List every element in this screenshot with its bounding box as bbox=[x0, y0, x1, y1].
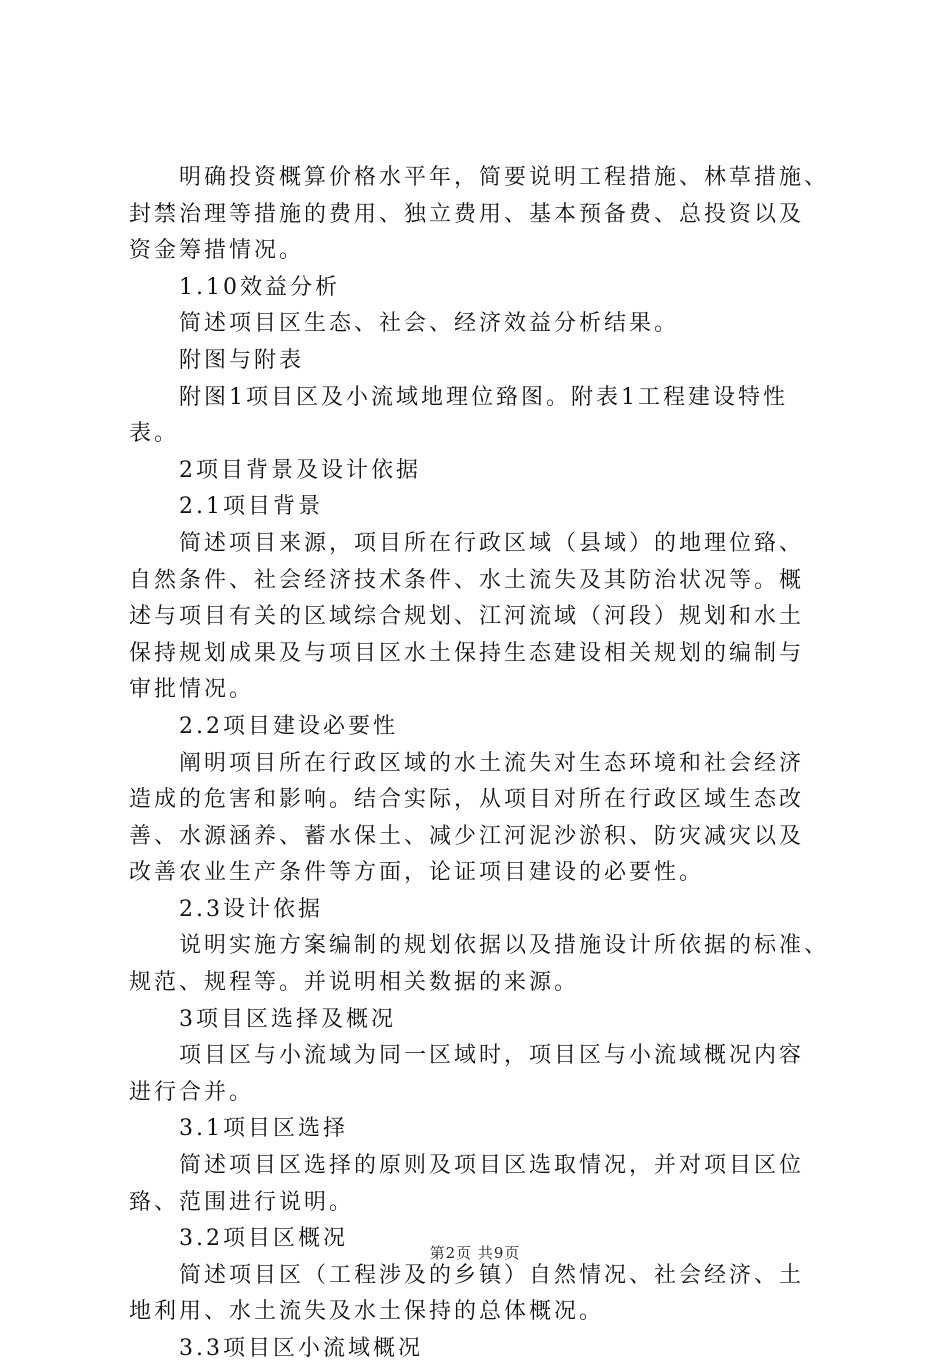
paragraph-line: 简述项目区（工程涉及的乡镇）自然情况、社会经济、土 bbox=[179, 1262, 805, 1288]
paragraph-line: 审批情况。 bbox=[129, 677, 255, 703]
paragraph-line: 简述项目区生态、社会、经济效益分析结果。 bbox=[179, 311, 680, 337]
paragraph-line: 简述项目来源，项目所在行政区域（县域）的地理位臵、 bbox=[179, 530, 805, 556]
document-body bbox=[129, 160, 834, 1368]
paragraph-line: 臵、范围进行说明。 bbox=[129, 1189, 355, 1215]
paragraph-line: 述与项目有关的区域综合规划、江河流域（河段）规划和水土 bbox=[129, 604, 805, 630]
section-heading: 3.1项目区选择 bbox=[179, 1116, 348, 1142]
section-heading: 2项目背景及设计依据 bbox=[179, 457, 421, 483]
paragraph-line: 简述项目区选择的原则及项目区选取情况，并对项目区位 bbox=[179, 1153, 805, 1179]
section-heading: 附图与附表 bbox=[179, 347, 305, 373]
section-heading: 2.1项目背景 bbox=[179, 494, 323, 520]
paragraph-line: 进行合并。 bbox=[129, 1079, 255, 1105]
section-heading: 3.3项目区小流域概况 bbox=[179, 1336, 423, 1361]
paragraph-line: 表。 bbox=[129, 421, 180, 447]
section-heading: 2.3设计依据 bbox=[179, 896, 323, 922]
paragraph-line: 规范、规程等。并说明相关数据的来源。 bbox=[129, 970, 580, 996]
paragraph-line: 善、水源涵养、蓄水保土、减少江河泥沙淤积、防灾减灾以及 bbox=[129, 823, 805, 849]
paragraph-line: 自然条件、社会经济技术条件、水土流失及其防治状况等。概 bbox=[129, 567, 805, 593]
section-heading: 2.2项目建设必要性 bbox=[179, 713, 398, 739]
section-heading: 3项目区选择及概况 bbox=[179, 1006, 396, 1032]
paragraph-line: 阐明项目所在行政区域的水土流失对生态环境和社会经济 bbox=[179, 750, 805, 776]
section-heading: 3.2项目区概况 bbox=[179, 1226, 348, 1252]
section-heading: 1.10效益分析 bbox=[179, 274, 340, 300]
paragraph-line: 说明实施方案编制的规划依据以及措施设计所依据的标准、 bbox=[179, 933, 830, 959]
paragraph-line: 资金筹措情况。 bbox=[129, 238, 305, 264]
paragraph-line: 保持规划成果及与项目区水土保持生态建设相关规划的编制与 bbox=[129, 640, 805, 666]
paragraph-line: 附图1项目区及小流域地理位臵图。附表1工程建设特性 bbox=[179, 384, 788, 410]
paragraph-line: 明确投资概算价格水平年，简要说明工程措施、林草措施、 bbox=[179, 165, 830, 190]
paragraph-line: 项目区与小流域为同一区域时，项目区与小流域概况内容 bbox=[179, 1043, 805, 1069]
paragraph-line: 造成的危害和影响。结合实际，从项目对所在行政区域生态改 bbox=[129, 787, 805, 813]
paragraph-line: 封禁治理等措施的费用、独立费用、基本预备费、总投资以及 bbox=[129, 201, 805, 227]
page-number-footer: 第2页 共9页 bbox=[429, 1244, 521, 1262]
paragraph-line: 改善农业生产条件等方面，论证项目建设的必要性。 bbox=[129, 860, 705, 886]
paragraph-line: 地利用、水土流失及水土保持的总体概况。 bbox=[129, 1299, 605, 1325]
